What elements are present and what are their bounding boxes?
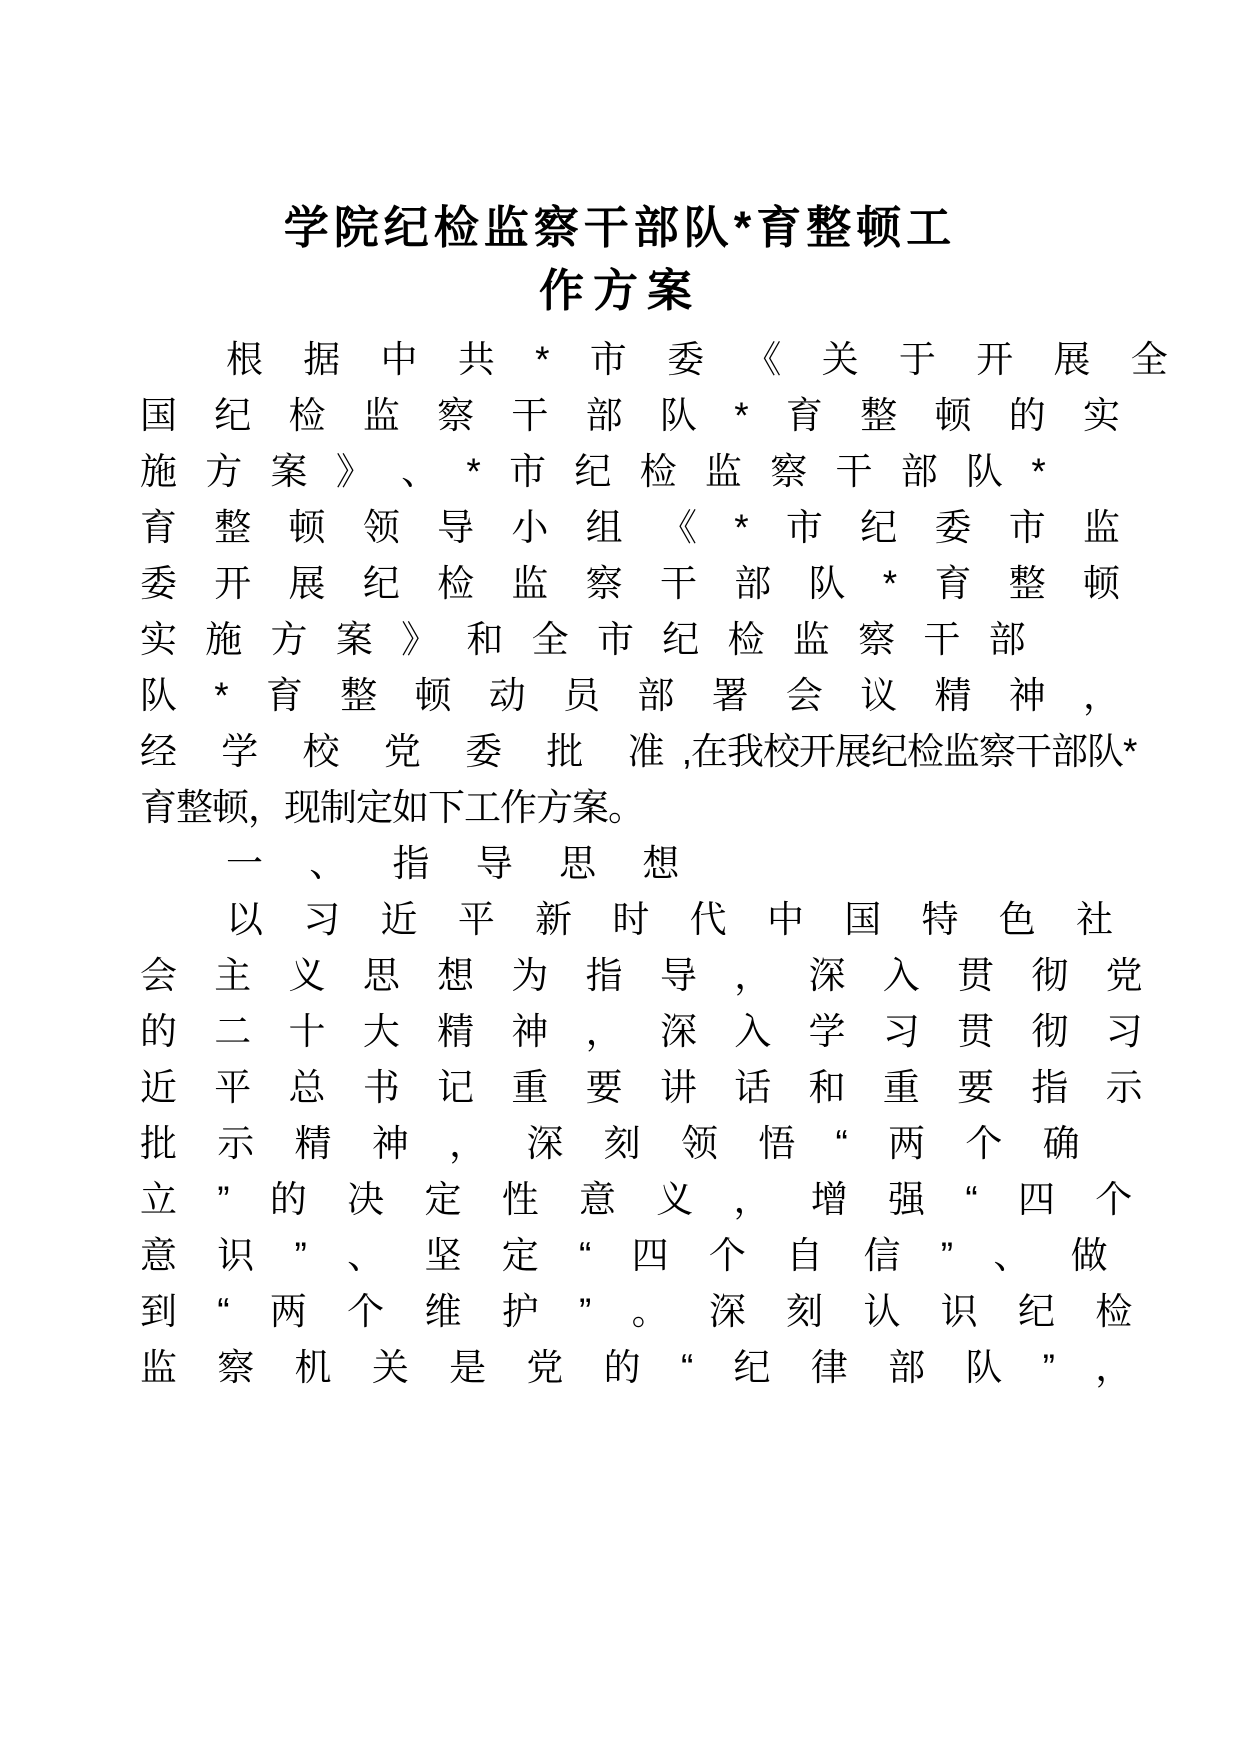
page-title <box>140 196 1100 322</box>
guiding-line-4: 近 平 总 书 记 重 要 讲 话 和 重 要 指 示 <box>140 1067 1157 1109</box>
document-content <box>140 196 1183 1396</box>
guiding-line-1: 以 习 近 平 新 时 代 中 国 特 色 社 <box>226 899 1129 941</box>
paragraph-basis-line-4: 育 整 顿 领 导 小 组 《 * 市 纪 委 市 监 <box>140 507 1134 548</box>
guiding-line-3: 的 二 十 大 精 神 ， 深 入 学 习 贯 彻 习 <box>140 1011 1157 1053</box>
paragraph-basis-line-1: 根 据 中 共 * 市 委 《 关 于 开 展 全 <box>226 339 1183 380</box>
paragraph-basis <box>140 332 1183 836</box>
page-title-line-1: 学院纪检监察干部队*育整顿工 <box>283 202 957 253</box>
paragraph-basis-line-7: 队 * 育 整 顿 动 员 部 署 会 议 精 神 ， <box>140 675 1134 716</box>
paragraph-guiding-ideology <box>140 892 1157 1396</box>
guiding-line-7: 意 识 ” 、 坚 定 “ 四 个 自 信 ” 、 做 <box>140 1235 1123 1277</box>
guiding-line-2: 会 主 义 思 想 为 指 导 ， 深 入 贯 彻 党 <box>140 955 1157 997</box>
paragraph-basis-line-9: 育整顿，现制定如下工作方案。 <box>140 787 644 828</box>
guiding-line-6: 立 ” 的 决 定 性 意 义 ， 增 强 “ 四 个 <box>140 1179 1148 1221</box>
paragraph-basis-line-8: 经 学 校 党 委 批 准,在我校开展纪检监察干部队* <box>140 731 1137 772</box>
guiding-line-5: 批 示 精 神 ， 深 刻 领 悟 “ 两 个 确 <box>140 1123 1095 1165</box>
page-title-line-2: 作方案 <box>538 265 701 316</box>
paragraph-basis-line-5: 委 开 展 纪 检 监 察 干 部 队 * 育 整 顿 <box>140 563 1134 604</box>
paragraph-basis-line-6: 实 施 方 案 》 和 全 市 纪 检 监 察 干 部 <box>140 619 1035 660</box>
section-heading-1: 一 、 指 导 思 想 <box>226 843 698 884</box>
paragraph-basis-line-3: 施 方 案 》 、 * 市 纪 检 监 察 干 部 队 * <box>140 451 1055 492</box>
guiding-line-8: 到 “ 两 个 维 护 ” 。 深 刻 认 识 纪 检 <box>140 1291 1148 1333</box>
guiding-line-9: 监 察 机 关 是 党 的 “ 纪 律 部 队 ” ， <box>140 1347 1148 1389</box>
paragraph-basis-line-2: 国 纪 检 监 察 干 部 队 * 育 整 顿 的 实 <box>140 395 1134 436</box>
